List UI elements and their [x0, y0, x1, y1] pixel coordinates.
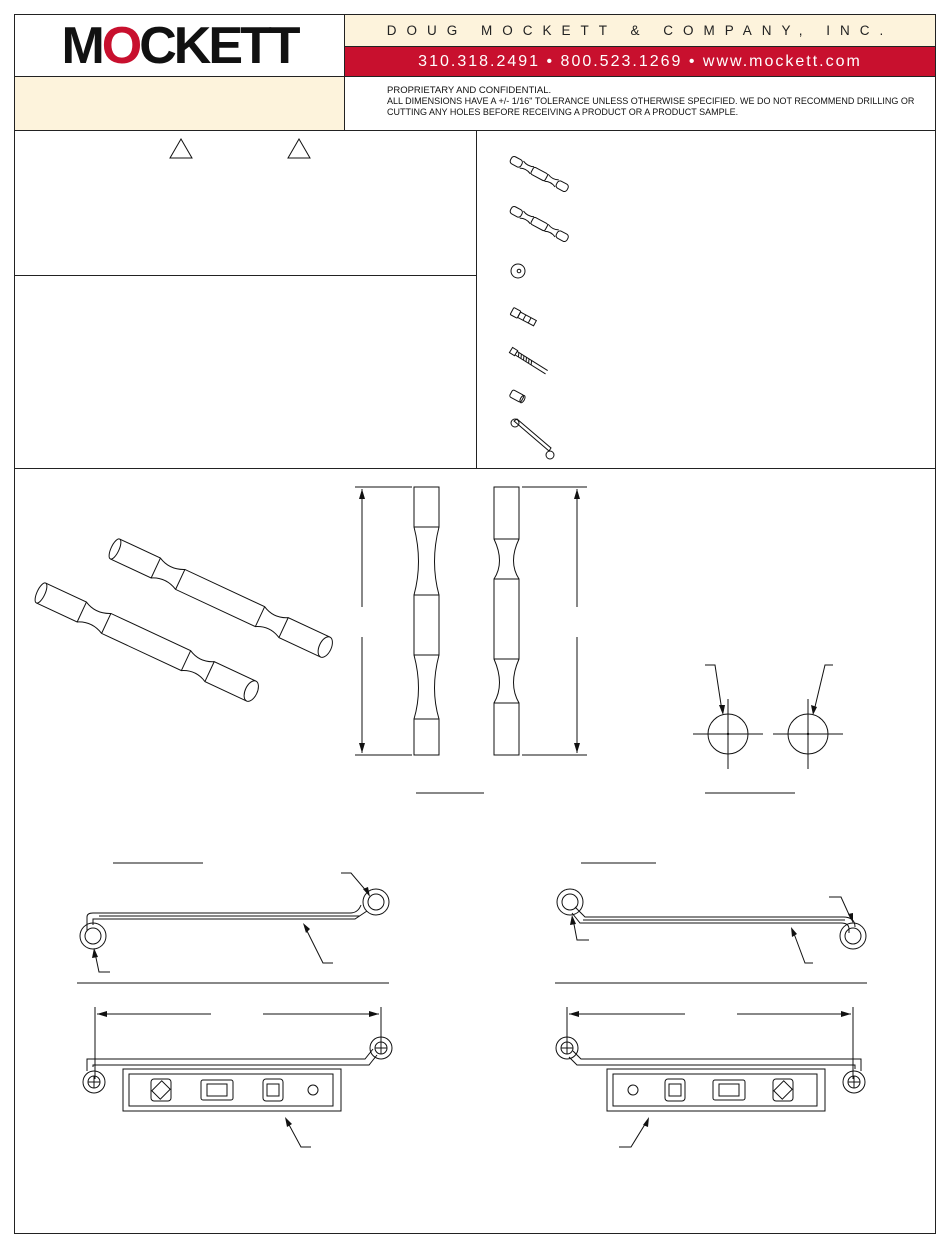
bracket-assembly-right: [556, 1007, 865, 1147]
notice-line-1: ALL DIMENSIONS HAVE A +/- 1/16" TOLERANCE UNLESS OTHERWISE SPECIFIED. WE DO NOT RECOMMEND DRILLING OR: [387, 96, 915, 106]
drawing-sheet: [14, 14, 936, 1234]
elevation-view-right: [494, 487, 519, 755]
isometric-handle-front: [33, 581, 262, 703]
technical-drawing: [15, 469, 935, 1233]
bolt-part-icon: [510, 307, 537, 326]
description-box: [15, 276, 477, 469]
bracket-view-right: [555, 863, 867, 983]
bracket-assembly-left: [83, 1007, 392, 1147]
end-view-circles: [693, 665, 843, 769]
isometric-handles: [33, 537, 336, 703]
handle-part-icon: [509, 205, 569, 242]
logo-text: MOCKETT: [61, 16, 298, 75]
title-field: [15, 77, 345, 131]
bracket-view-left: [77, 863, 389, 983]
company-name: DOUG MOCKETT & COMPANY, INC.: [345, 15, 935, 47]
height-dimension-right: [522, 487, 587, 755]
notice-title: PROPRIETARY AND CONFIDENTIAL.: [387, 85, 552, 96]
contact-line: 310.318.2491 • 800.523.1269 • www.mockett.com: [345, 47, 935, 77]
revision-triangle-icon: [170, 139, 192, 158]
mockett-logo: [61, 16, 298, 75]
handle-part-icon: [509, 155, 569, 192]
elevation-view-left: [414, 487, 439, 755]
logo-cell: [15, 15, 345, 77]
spacer-part-icon: [509, 389, 526, 403]
washer-part-icon: [511, 264, 525, 278]
isometric-handle-back: [107, 537, 336, 659]
parts-icons: [477, 131, 935, 467]
notice-line-2: CUTTING ANY HOLES BEFORE RECEIVING A PRODUCT OR A PRODUCT SAMPLE.: [387, 107, 739, 117]
bracket-part-icon: [511, 419, 554, 459]
height-dimension-left: [355, 487, 412, 755]
revision-triangle-icon: [288, 139, 310, 158]
notice-block: [345, 77, 935, 131]
threaded-screw-part-icon: [509, 347, 548, 374]
revision-markers: [15, 131, 475, 274]
parts-list: [477, 131, 935, 469]
revision-box: [15, 131, 477, 276]
